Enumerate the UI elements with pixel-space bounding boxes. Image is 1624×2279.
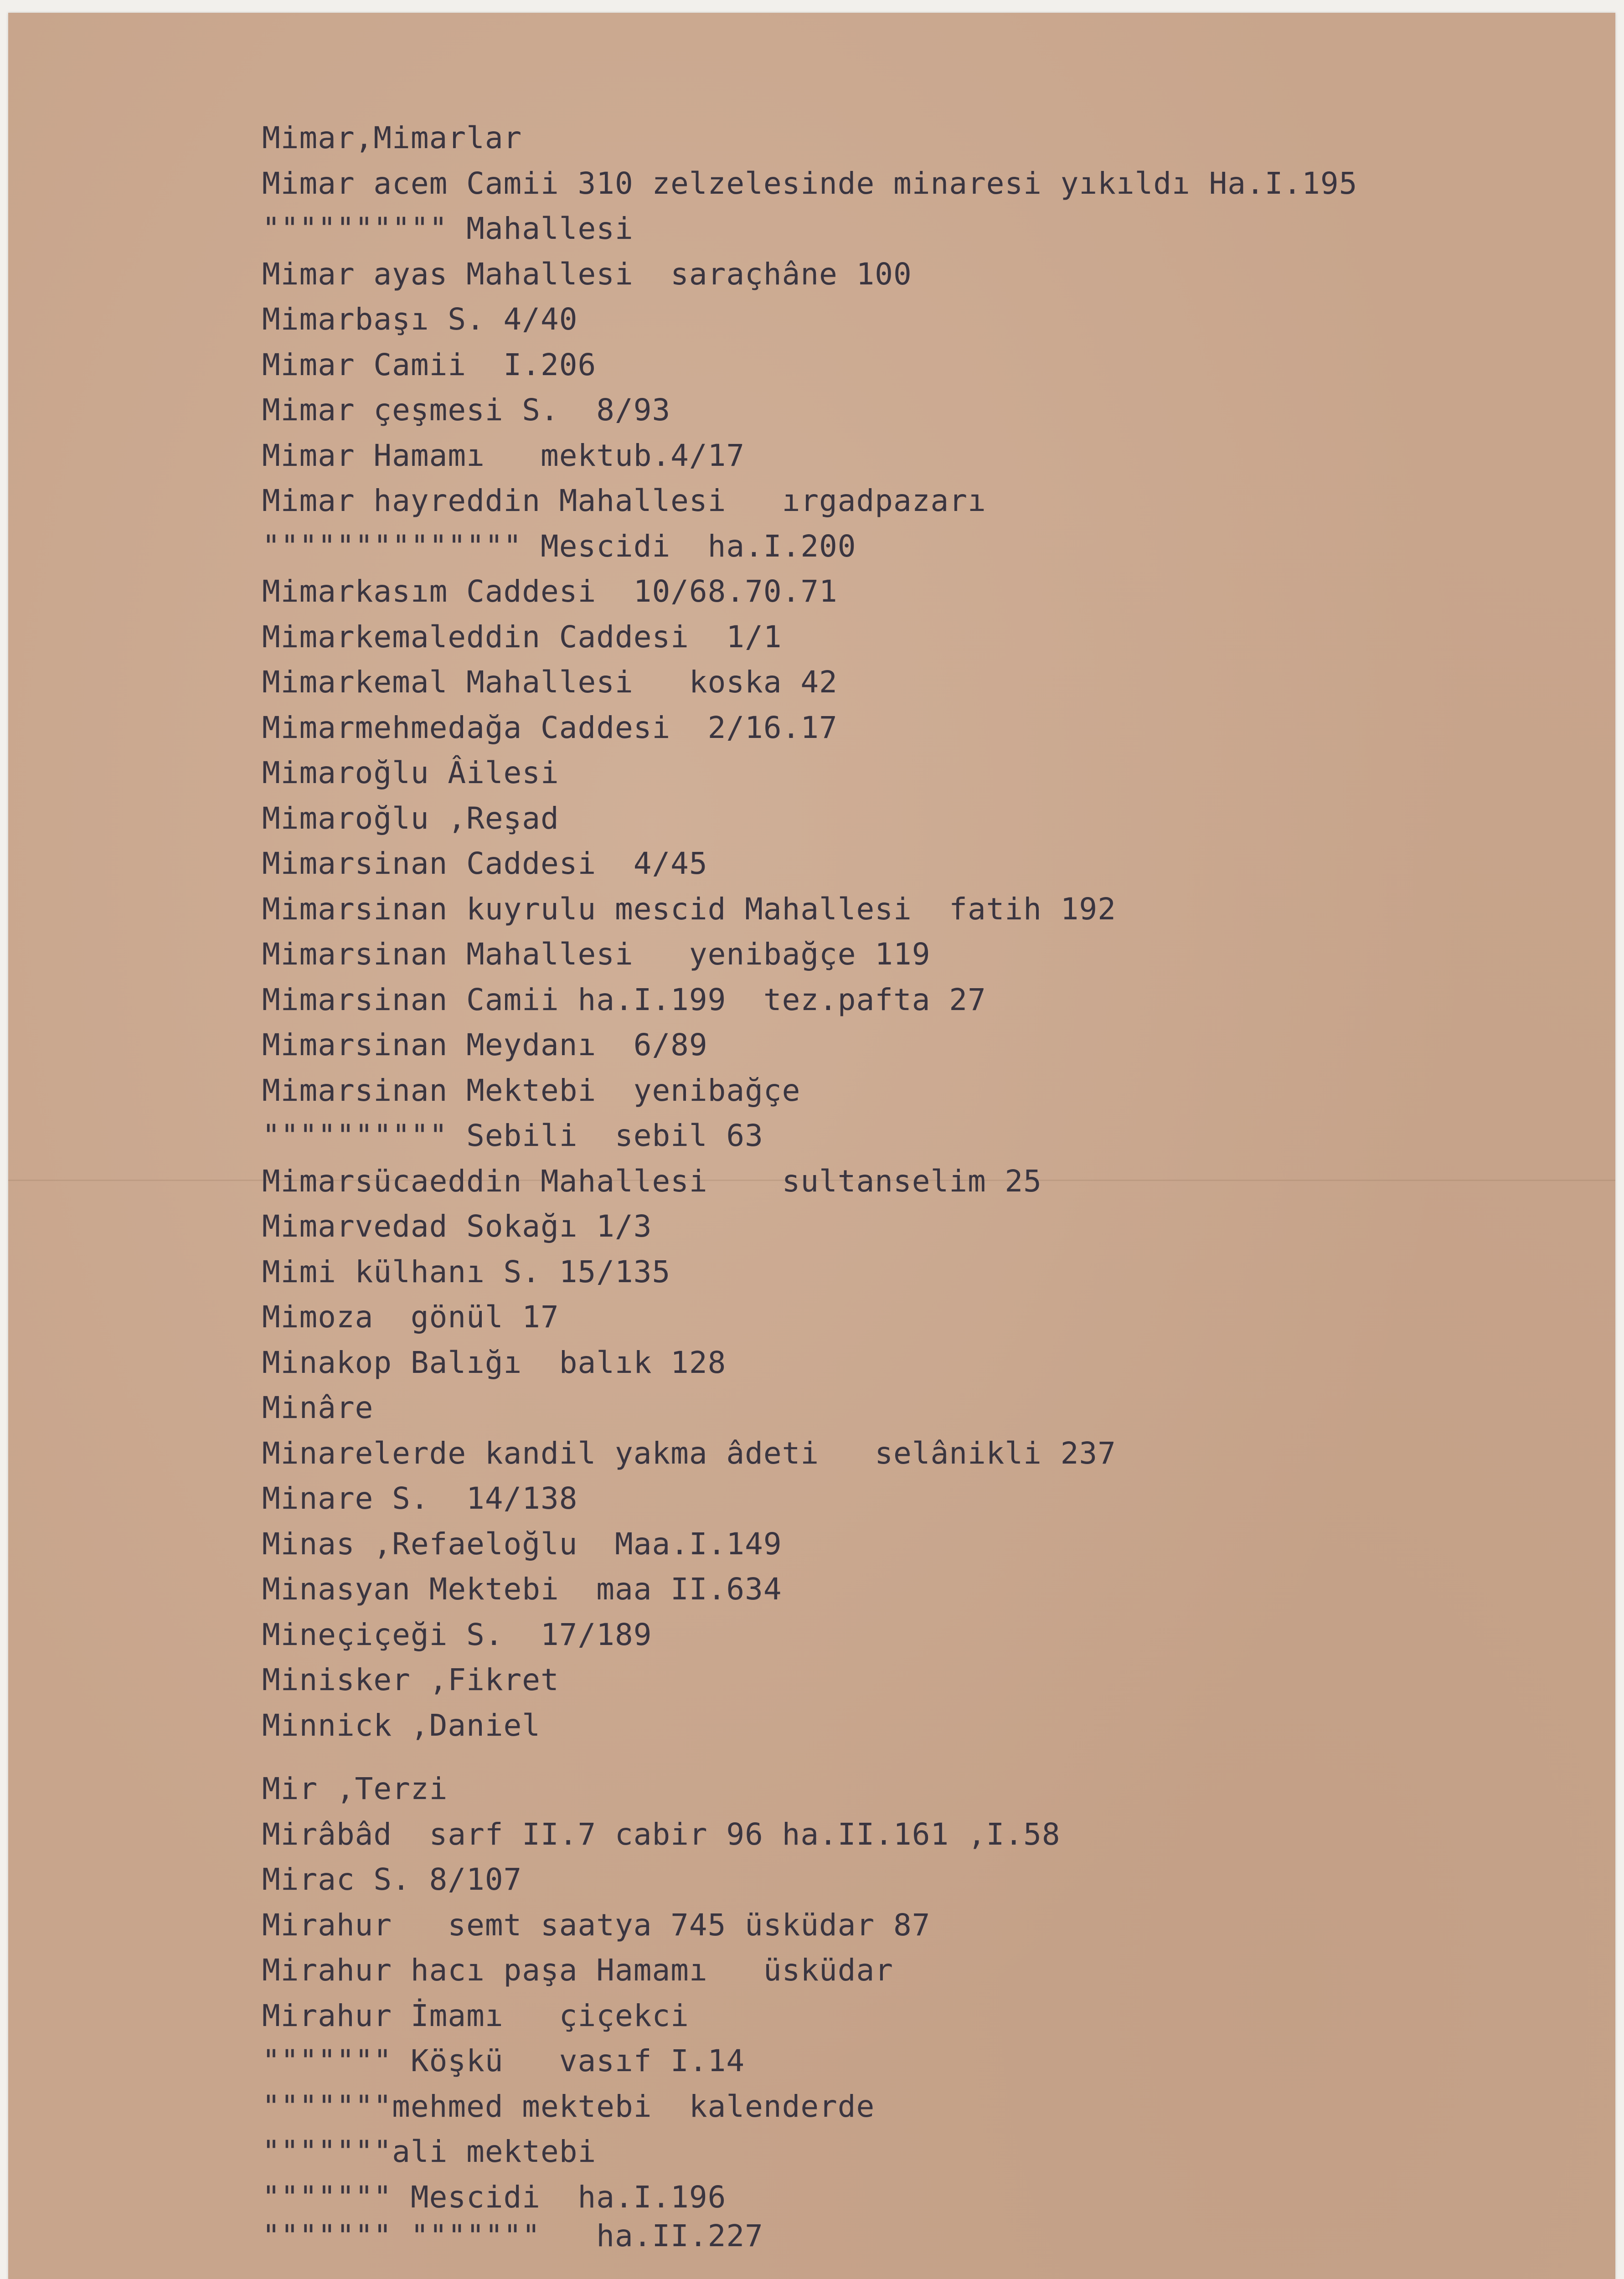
index-entry-line: Mirahur hacı paşa Hamamı üsküdar [262, 1953, 894, 1988]
index-entry-line: Mimarkasım Caddesi 10/68.70.71 [262, 574, 838, 609]
index-entry-line: """"""" Mescidi ha.I.196 [262, 2179, 727, 2215]
index-entry-line: Mimaroğlu ,Reşad [262, 800, 559, 836]
index-entry-line: Mimarmehmedağa Caddesi 2/16.17 [262, 710, 838, 745]
index-entry-line: """""""""" Mahallesi [262, 211, 634, 246]
index-entry-line: Mimarsinan kuyrulu mescid Mahallesi fatih 192 [262, 891, 1116, 927]
index-entry-line: Mimarsücaeddin Mahallesi sultanselim 25 [262, 1163, 1042, 1199]
index-entry-line: Mimarbaşı S. 4/40 [262, 302, 578, 337]
index-entry-line: Mimar acem Camii 310 zelzelesinde minaresi yıkıldı Ha.I.195 [262, 165, 1358, 201]
index-entry-line: Mimarkemal Mahallesi koska 42 [262, 665, 838, 700]
index-entry-line: Mimi külhanı S. 15/135 [262, 1254, 671, 1289]
index-entry-line: Mirahur semt saatya 745 üsküdar 87 [262, 1907, 931, 1943]
index-entry-line: Mirâbâd sarf II.7 cabir 96 ha.II.161 ,I.58 [262, 1816, 1061, 1852]
index-entry-list [262, 115, 1357, 2253]
index-entry-line: Minakop Balığı balık 128 [262, 1345, 727, 1380]
index-entry-line: Mimarsinan Caddesi 4/45 [262, 846, 708, 881]
index-entry-line: Mir ,Terzi [262, 1771, 448, 1806]
index-entry-line: """""""""" Sebili sebil 63 [262, 1118, 763, 1153]
index-entry-line: Mimarvedad Sokağı 1/3 [262, 1209, 652, 1244]
index-entry-line: Mimarsinan Camii ha.I.199 tez.pafta 27 [262, 982, 986, 1017]
index-entry-line: Mimar Camii I.206 [262, 347, 597, 382]
index-entry-line: """"""" """"""" ha.II.227 [262, 2218, 763, 2253]
index-entry-line: Minâre [262, 1390, 374, 1425]
index-entry-line: Mimar hayreddin Mahallesi ırgadpazarı [262, 483, 986, 518]
index-entry-line: """""""mehmed mektebi kalenderde [262, 2088, 875, 2124]
index-entry-line: Mimaroğlu Âilesi [262, 755, 559, 790]
index-entry-line: Mirac S. 8/107 [262, 1862, 522, 1897]
typed-index-sheet [8, 13, 1615, 2279]
index-entry-line: """""""""""""" Mescidi ha.I.200 [262, 528, 856, 564]
index-entry-line: Minasyan Mektebi maa II.634 [262, 1572, 782, 1607]
index-entry-line: Mimar çeşmesi S. 8/93 [262, 392, 671, 428]
index-entry-line: Minas ,Refaeloğlu Maa.I.149 [262, 1526, 782, 1562]
index-entry-line: Mirahur İmamı çiçekci [262, 1998, 689, 2033]
index-entry-line: Mimarsinan Meydanı 6/89 [262, 1027, 708, 1062]
index-entry-line: Mineçiçeği S. 17/189 [262, 1617, 652, 1652]
index-entry-line: Mimarsinan Mahallesi yenibağçe 119 [262, 937, 931, 972]
index-entry-line: Mimar ayas Mahallesi saraçhâne 100 [262, 256, 912, 292]
index-entry-line: Minarelerde kandil yakma âdeti selânikli 237 [262, 1435, 1116, 1471]
index-entry-line: Minnick ,Daniel [262, 1707, 541, 1743]
index-entry-line: """""""ali mektebi [262, 2134, 597, 2169]
index-entry-line: """"""" Köşkü vasıf I.14 [262, 2043, 745, 2078]
index-entry-line: Mimar,Mimarlar [262, 120, 522, 155]
index-entry-line: Minare S. 14/138 [262, 1481, 578, 1516]
index-entry-line: Mimarkemaleddin Caddesi 1/1 [262, 619, 782, 655]
index-entry-line: Minisker ,Fikret [262, 1662, 559, 1697]
index-entry-line: Mimar Hamamı mektub.4/17 [262, 438, 745, 473]
index-entry-line: Mimarsinan Mektebi yenibağçe [262, 1072, 801, 1108]
index-entry-line: Mimoza gönül 17 [262, 1299, 559, 1335]
